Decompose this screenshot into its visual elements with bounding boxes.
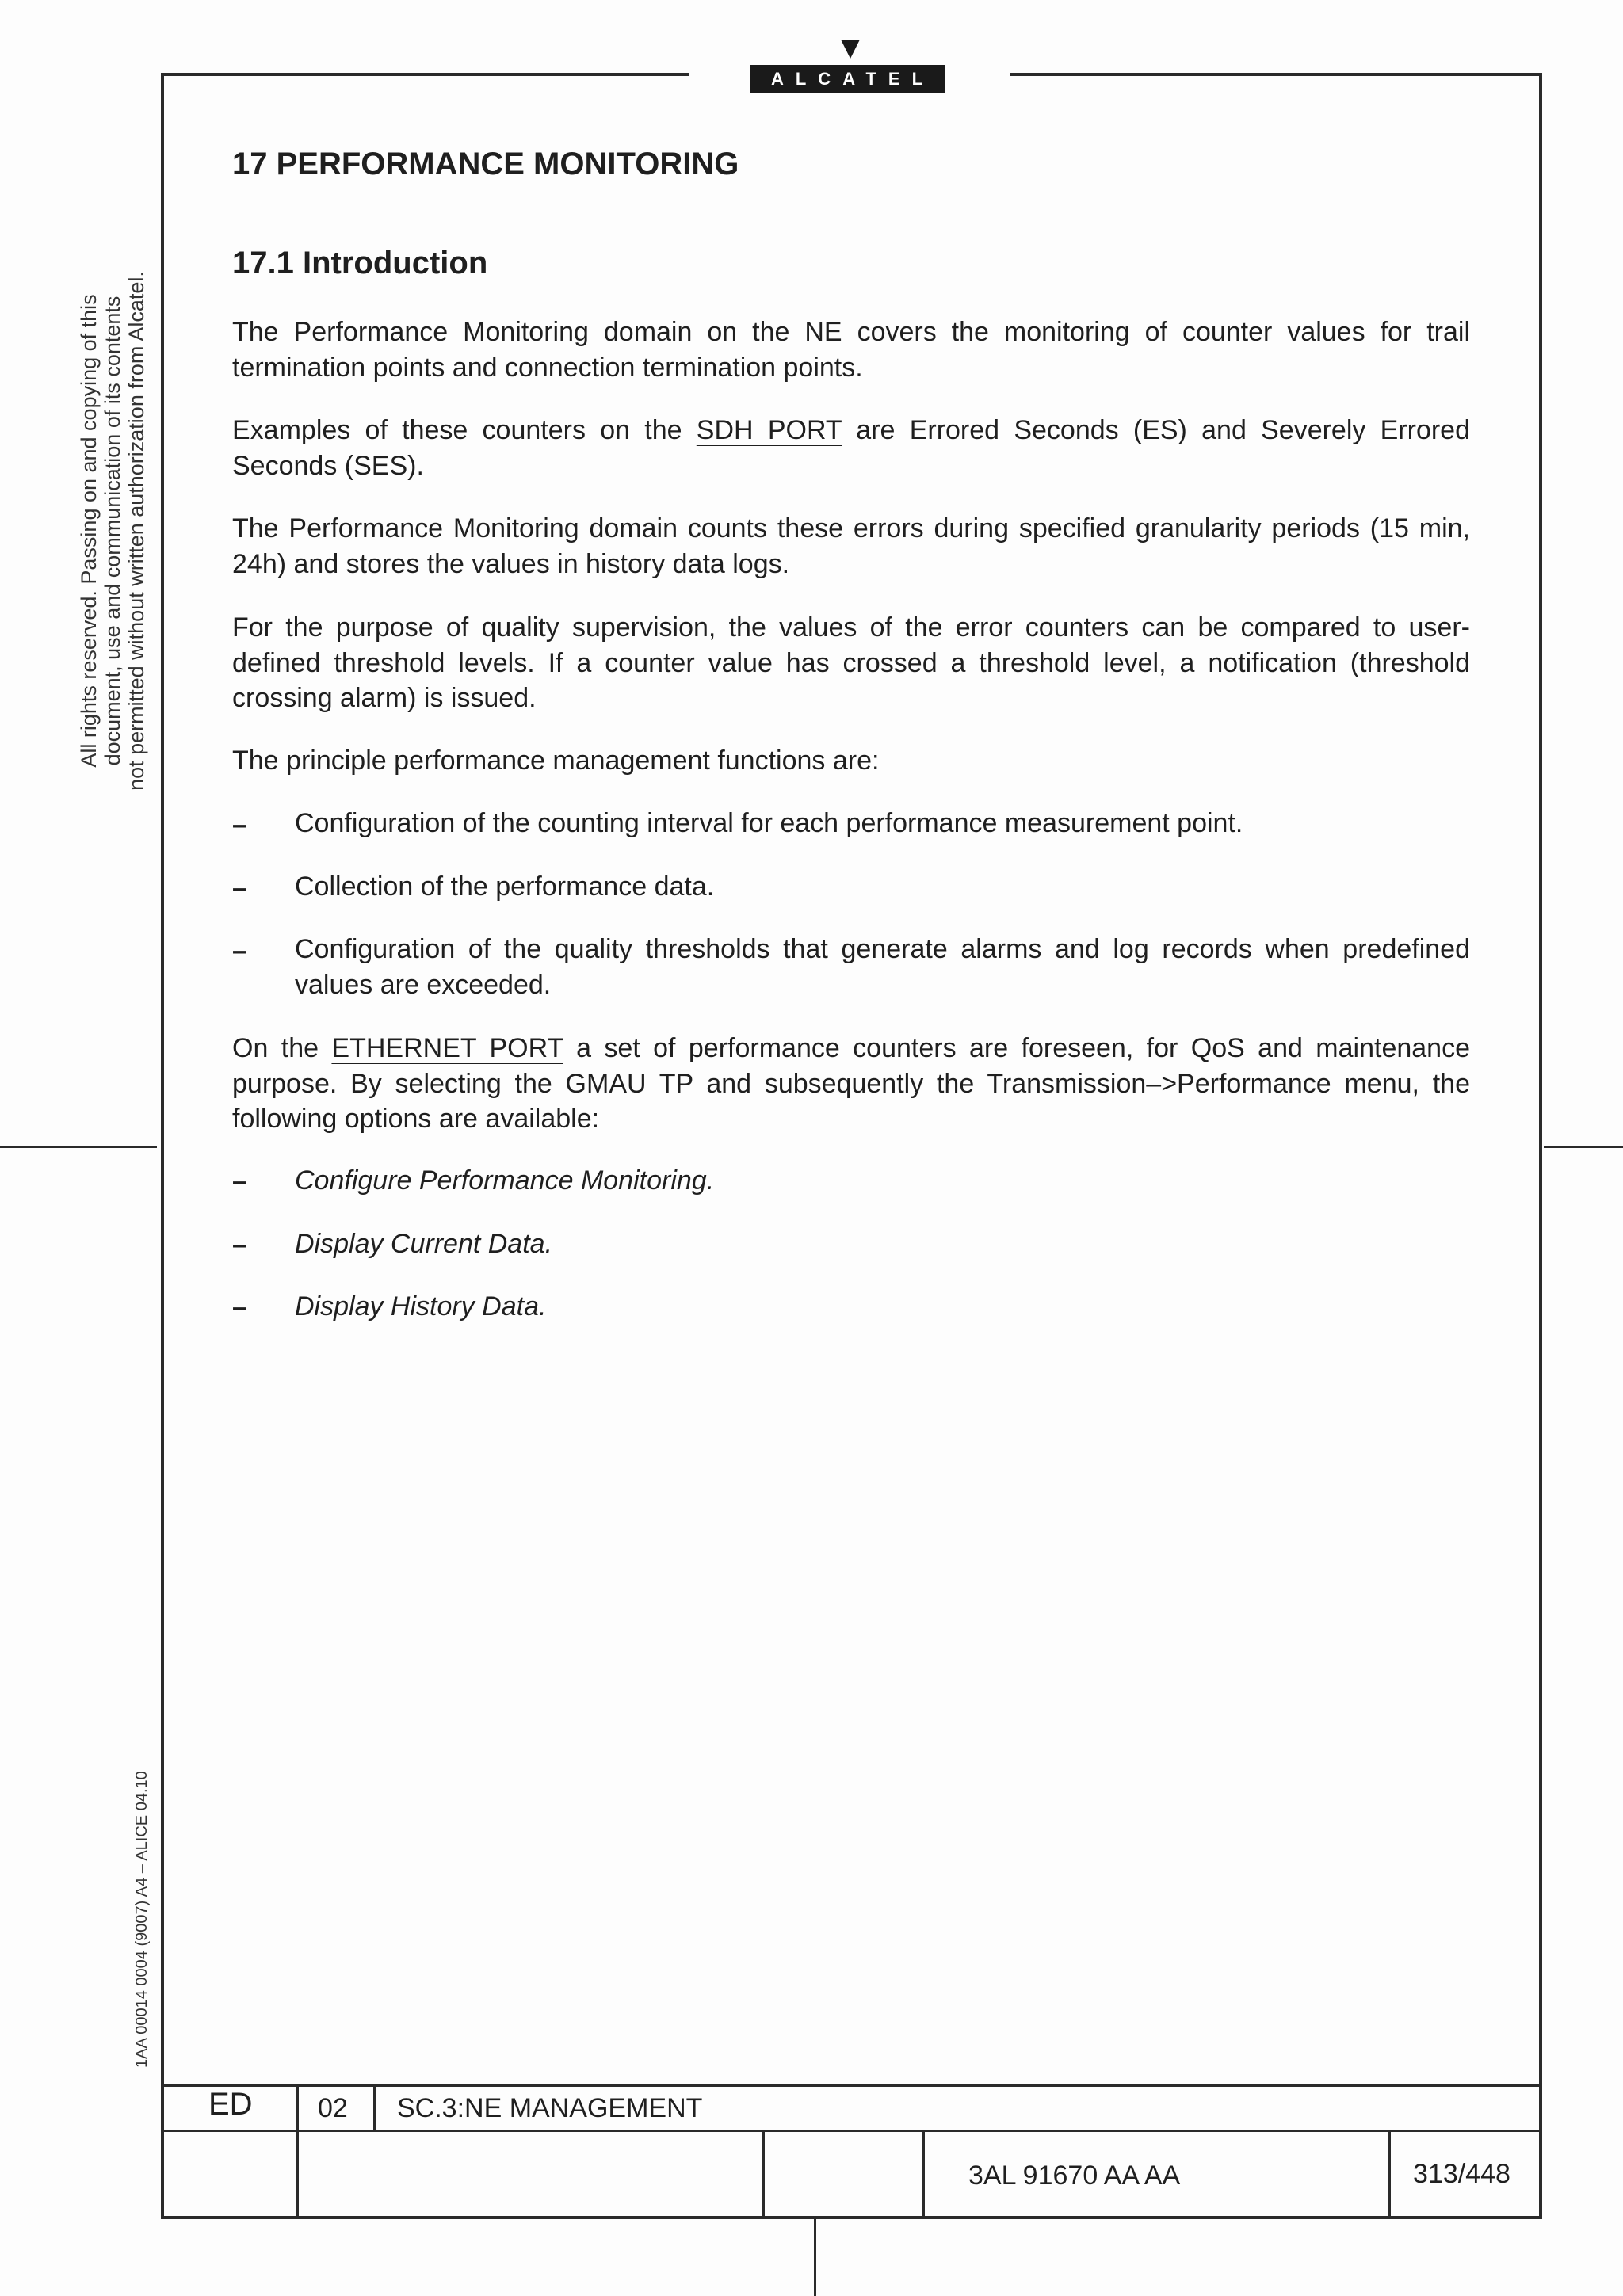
bullet-dash: – [232,1230,247,1260]
fold-mark-bottom [814,2219,816,2296]
document-code: 3AL 91670 AA AA [968,2161,1181,2191]
ethernet-port-link[interactable]: ETHERNET PORT [331,1033,563,1063]
edition-label: ED [208,2087,253,2122]
alcatel-logo-triangle-icon [841,40,860,59]
bullet-dash: – [232,810,247,840]
copyright-notice [77,261,148,800]
section-label: SC.3:NE MANAGEMENT [397,2093,703,2123]
option-current-data: Display Current Data. [295,1229,553,1259]
function-item-thresholds: Configuration of the quality thresholds that generate alarms and log records when predefined values are exceeded. [295,934,1470,1000]
copyright-line-1: All rights reserved. Passing on and copying of this [77,294,101,768]
copyright-line-2: document, use and communication of its contents [101,296,124,766]
bullet-dash: – [232,1292,247,1322]
chapter-title: 17 PERFORMANCE MONITORING [232,147,739,181]
page-frame [161,73,1542,2219]
paragraph-thresholds: For the purpose of quality supervision, the values of the error counters can be compared to user-defined threshold levels. If a counter value has crossed a threshold level, a notification (threshold crossing alarm) is issued. [232,612,1470,713]
paragraph-ethernet [232,1031,1470,1137]
edition-number: 02 [318,2093,348,2123]
option-configure-pm: Configure Performance Monitoring. [295,1165,715,1196]
alcatel-logo: ALCATEL [750,65,945,93]
function-item-counting-interval: Configuration of the counting interval for each performance measurement point. [295,808,1243,838]
paragraph-granularity: The Performance Monitoring domain counts these errors during specified granularity periods (15 min, 24h) and stores the values in history data logs. [232,513,1470,579]
copyright-line-3: not permitted without written authorization from Alcatel. [124,271,148,791]
paragraph-examples [232,413,1470,483]
document-reference: 1AA 00014 0004 (9007) A4 – ALICE 04.10 [133,1771,151,2068]
fold-mark-left [0,1146,157,1148]
sdh-port-link[interactable]: SDH PORT [696,415,842,445]
bullet-dash: – [232,936,247,966]
section-title: 17.1 Introduction [232,246,488,280]
paragraph-examples-text-2: are Errored Seconds (ES) and Severely Errored Seconds (SES). [232,415,1471,481]
paragraph-functions-intro: The principle performance management functions are: [232,746,880,776]
paragraph-ethernet-text-1: On the [232,1033,332,1063]
paragraph-ethernet-text-2: a set of performance counters are foreseen, for QoS and maintenance purpose. By selecting the GMAU TP and subsequently the Transmission–>Performance menu, the following options are available: [232,1033,1470,1134]
bullet-dash: – [232,873,247,903]
bullet-dash: – [232,1166,247,1196]
footer-title-block [162,2084,1541,2218]
option-history-data: Display History Data. [295,1291,547,1322]
function-item-collection: Collection of the performance data. [295,871,715,902]
fold-mark-right [1544,1146,1623,1148]
paragraph-intro: The Performance Monitoring domain on the NE covers the monitoring of counter values for trail termination points and connection termination points. [232,317,1470,383]
page-number: 313/448 [1413,2159,1510,2189]
paragraph-examples-text-1: Examples of these counters on the [232,415,697,445]
